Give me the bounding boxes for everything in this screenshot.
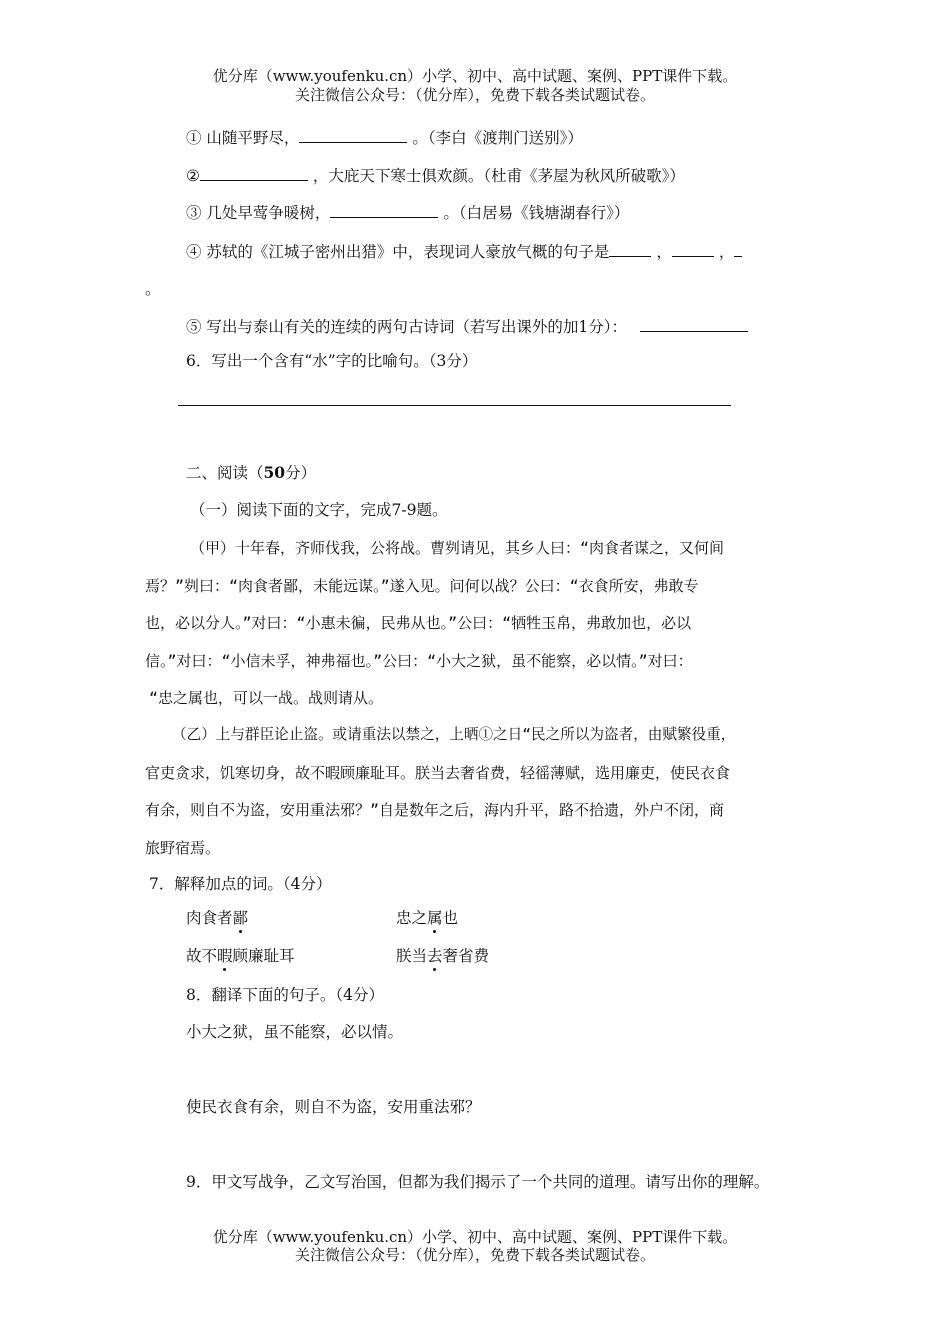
section-2-title-suffix: 分） — [285, 464, 317, 482]
q7-word-1 — [186, 908, 248, 928]
q7-word-2 — [396, 908, 458, 928]
q5-text: ⑤ 写出与泰山有关的连续的两句古诗词（若写出课外的加1分）： — [186, 318, 628, 336]
passage-yi-line: （乙）上与群臣论止盗。或请重法以禁之，上晒①之日“民之所以为盗者，由赋繁役重， — [172, 726, 736, 743]
q7-word-4 — [396, 946, 489, 966]
section-2-score: 50 — [263, 463, 286, 482]
question-8: 8．翻译下面的句子。（4分） — [186, 986, 384, 1004]
q4-text: ④ 苏轼的《江城子密州出猎》中，表现词人豪放气概的句子是 — [186, 243, 610, 261]
q4-end-mark: 。 — [145, 280, 161, 298]
passage-yi-line: 官吏贪求，饥寒切身，故不暇顾廉耻耳。朕当去奢省费，轻徭薄赋，选用廉吏，使民衣食 — [145, 764, 731, 782]
page-header-line2: 关注微信公众号：（优分库），免费下载各类试题试卷。 — [294, 86, 655, 104]
q1-prefix: ① 山随平野尽， — [186, 129, 300, 147]
page-header-line1: 优分库（www.youfenku.cn）小学、初中、高中试题、案例、PPT课件下载。 — [212, 67, 738, 85]
reading-1-instruction: （一）阅读下面的文字，完成7-9题。 — [190, 501, 448, 519]
q7-word-1-dotted: 鄙 — [232, 909, 249, 927]
question-poem-4 — [186, 240, 742, 262]
q7-word-4-dotted: 去 — [427, 947, 443, 965]
passage-jia-line: 焉？”刿曰：“肉食者鄙，未能远谋。”遂入见。问何以战？公曰：“衣食所安，弗敢专 — [145, 577, 699, 595]
q7-word-4-text: 朕当 — [396, 947, 428, 965]
question-7: 7．解释加点的词。（4分） — [149, 875, 332, 893]
q7-word-3-text-end: 顾廉耻耳 — [232, 947, 295, 965]
q7-word-3 — [186, 946, 295, 966]
q7-word-3-dotted: 暇 — [217, 947, 233, 965]
question-poem-5 — [186, 315, 748, 337]
q4-sep-1: ， — [656, 243, 672, 261]
q3-prefix: ③ 几处早莺争暖树， — [186, 204, 331, 222]
q7-word-1-text: 肉食者 — [186, 909, 233, 927]
q7-word-2-text: 忠之 — [396, 909, 428, 927]
q1-blank[interactable] — [299, 126, 407, 143]
question-poem-1 — [186, 126, 583, 148]
section-2-title — [186, 463, 316, 483]
passage-jia-line: “忠之属也，可以一战。战则请从。 — [149, 689, 384, 707]
q2-blank[interactable] — [200, 164, 308, 181]
q6-answer-line[interactable] — [178, 405, 731, 406]
q8-sentence-2: 使民衣食有余，则自不为盗，安用重法邪？ — [186, 1098, 481, 1116]
q3-blank[interactable] — [330, 201, 438, 218]
q7-word-4-text-end: 奢省费 — [442, 947, 490, 965]
q7-word-2-text-end: 也 — [442, 909, 459, 927]
passage-yi-line: 有余，则自不为盗，安用重法邪？”自是数年之后，海内升平，路不拾遗，外户不闭，商 — [145, 801, 725, 819]
passage-jia-line: （甲）十年春，齐师伐我，公将战。曹刿请见，其乡人曰：“肉食者谋之，又何间 — [190, 539, 725, 557]
q4-blank-3[interactable] — [734, 240, 742, 257]
question-poem-2 — [186, 164, 685, 186]
q4-blank-1[interactable] — [609, 240, 651, 257]
q4-sep-2: ， — [718, 243, 735, 261]
q4-blank-2[interactable] — [672, 240, 714, 257]
page-footer-line1: 优分库（www.youfenku.cn）小学、初中、高中试题、案例、PPT课件下载。 — [212, 1228, 738, 1246]
passage-jia-line: 信。”对曰：“小信未孚，神弗福也。”公曰：“小大之狱，虽不能察，必以情。”对曰： — [145, 652, 693, 670]
section-2-title-prefix: 二、阅读（ — [186, 464, 264, 482]
passage-jia-line: 也，必以分人。”对曰：“小惠未徧，民弗从也。”公曰：“牺牲玉帛，弗敢加也，必以 — [145, 614, 692, 632]
q7-word-3-text: 故不 — [186, 947, 218, 965]
q7-word-2-dotted: 属 — [427, 909, 443, 927]
question-poem-3 — [186, 201, 629, 223]
page-footer-line2: 关注微信公众号：（优分库），免费下载各类试题试卷。 — [294, 1246, 655, 1264]
q8-sentence-1: 小大之狱，虽不能察，必以情。 — [186, 1023, 404, 1041]
q2-suffix: ，大庇天下寒士俱欢颜。（杜甫《茅屋为秋风所破歌》） — [312, 167, 685, 185]
q1-suffix: 。（李白《渡荆门送别》） — [412, 129, 583, 147]
passage-yi-line: 旅野宿焉。 — [145, 839, 221, 857]
q3-suffix: 。（白居易《钱塘湖春行》） — [443, 204, 630, 222]
question-9: 9．甲文写战争，乙文写治国，但都为我们揭示了一个共同的道理。请写出你的理解。 — [186, 1173, 770, 1191]
q5-blank[interactable] — [640, 315, 748, 332]
question-6: 6．写出一个含有“水”字的比喻句。（3分） — [186, 352, 478, 370]
q2-prefix: ② — [186, 167, 200, 185]
